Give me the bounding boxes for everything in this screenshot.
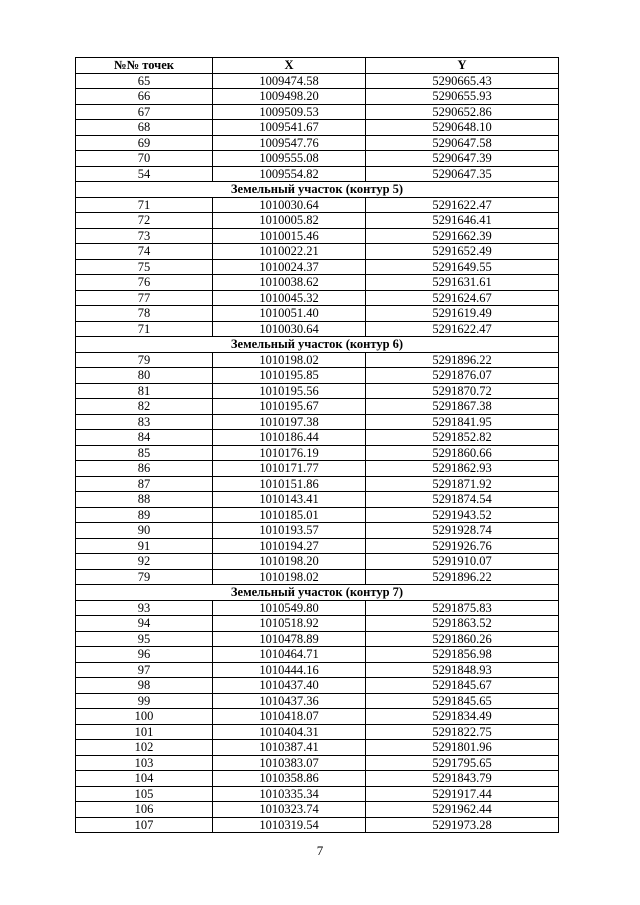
y-coordinate-cell: 5291646.41 xyxy=(366,213,559,229)
table-row xyxy=(76,616,559,632)
x-coordinate-cell: 1010185.01 xyxy=(213,507,366,523)
x-coordinate-cell: 1010335.34 xyxy=(213,786,366,802)
table-row xyxy=(76,461,559,477)
point-number-cell: 104 xyxy=(76,771,213,787)
table-row xyxy=(76,631,559,647)
table-row xyxy=(76,430,559,446)
table-row xyxy=(76,569,559,585)
point-number-cell: 105 xyxy=(76,786,213,802)
table-header xyxy=(76,58,559,74)
x-coordinate-cell: 1010383.07 xyxy=(213,755,366,771)
table-row xyxy=(76,755,559,771)
y-coordinate-cell: 5291622.47 xyxy=(366,321,559,337)
x-coordinate-cell: 1010464.71 xyxy=(213,647,366,663)
table-row xyxy=(76,492,559,508)
table-row xyxy=(76,244,559,260)
table-row xyxy=(76,817,559,833)
x-coordinate-cell: 1010030.64 xyxy=(213,321,366,337)
y-coordinate-cell: 5291973.28 xyxy=(366,817,559,833)
x-coordinate-cell: 1010015.46 xyxy=(213,228,366,244)
y-coordinate-cell: 5291943.52 xyxy=(366,507,559,523)
point-number-cell: 88 xyxy=(76,492,213,508)
point-number-cell: 54 xyxy=(76,166,213,182)
y-coordinate-cell: 5291896.22 xyxy=(366,352,559,368)
y-coordinate-cell: 5290648.10 xyxy=(366,120,559,136)
y-coordinate-cell: 5291871.92 xyxy=(366,476,559,492)
x-coordinate-cell: 1010319.54 xyxy=(213,817,366,833)
table-row xyxy=(76,166,559,182)
point-number-cell: 66 xyxy=(76,89,213,105)
x-coordinate-cell: 1009541.67 xyxy=(213,120,366,136)
x-coordinate-cell: 1010193.57 xyxy=(213,523,366,539)
point-number-cell: 70 xyxy=(76,151,213,167)
table-row xyxy=(76,73,559,89)
point-number-cell: 107 xyxy=(76,817,213,833)
y-coordinate-cell: 5291649.55 xyxy=(366,259,559,275)
x-coordinate-cell: 1010323.74 xyxy=(213,802,366,818)
section-title: Земельный участок (контур 5) xyxy=(76,182,559,198)
table-row xyxy=(76,306,559,322)
point-number-cell: 79 xyxy=(76,569,213,585)
table-row xyxy=(76,538,559,554)
table-row xyxy=(76,802,559,818)
point-number-cell: 78 xyxy=(76,306,213,322)
point-number-cell: 94 xyxy=(76,616,213,632)
table-row xyxy=(76,275,559,291)
point-number-cell: 89 xyxy=(76,507,213,523)
point-number-cell: 65 xyxy=(76,73,213,89)
y-coordinate-cell: 5291928.74 xyxy=(366,523,559,539)
point-number-cell: 81 xyxy=(76,383,213,399)
table-row xyxy=(76,120,559,136)
x-coordinate-cell: 1010387.41 xyxy=(213,740,366,756)
x-coordinate-cell: 1010022.21 xyxy=(213,244,366,260)
table-row xyxy=(76,321,559,337)
x-coordinate-cell: 1010186.44 xyxy=(213,430,366,446)
point-number-cell: 101 xyxy=(76,724,213,740)
x-coordinate-cell: 1010198.02 xyxy=(213,352,366,368)
table-row xyxy=(76,709,559,725)
point-number-cell: 71 xyxy=(76,197,213,213)
point-number-cell: 102 xyxy=(76,740,213,756)
y-coordinate-cell: 5290665.43 xyxy=(366,73,559,89)
y-coordinate-cell: 5291867.38 xyxy=(366,399,559,415)
x-coordinate-cell: 1010051.40 xyxy=(213,306,366,322)
x-coordinate-cell: 1010030.64 xyxy=(213,197,366,213)
point-number-cell: 83 xyxy=(76,414,213,430)
x-coordinate-cell: 1009555.08 xyxy=(213,151,366,167)
table-row xyxy=(76,724,559,740)
x-coordinate-cell: 1010171.77 xyxy=(213,461,366,477)
point-number-cell: 103 xyxy=(76,755,213,771)
x-coordinate-cell: 1010143.41 xyxy=(213,492,366,508)
point-number-cell: 96 xyxy=(76,647,213,663)
point-number-cell: 71 xyxy=(76,321,213,337)
table-row xyxy=(76,771,559,787)
header-y: Y xyxy=(366,58,559,74)
x-coordinate-cell: 1010418.07 xyxy=(213,709,366,725)
y-coordinate-cell: 5290647.35 xyxy=(366,166,559,182)
x-coordinate-cell: 1010404.31 xyxy=(213,724,366,740)
table-row xyxy=(76,383,559,399)
y-coordinate-cell: 5291619.49 xyxy=(366,306,559,322)
table-row xyxy=(76,662,559,678)
y-coordinate-cell: 5291926.76 xyxy=(366,538,559,554)
x-coordinate-cell: 1010437.36 xyxy=(213,693,366,709)
point-number-cell: 85 xyxy=(76,445,213,461)
section-row xyxy=(76,337,559,353)
point-number-cell: 74 xyxy=(76,244,213,260)
coordinates-table xyxy=(75,57,559,833)
x-coordinate-cell: 1009509.53 xyxy=(213,104,366,120)
x-coordinate-cell: 1010444.16 xyxy=(213,662,366,678)
table-row xyxy=(76,600,559,616)
table-row xyxy=(76,554,559,570)
point-number-cell: 69 xyxy=(76,135,213,151)
section-title: Земельный участок (контур 6) xyxy=(76,337,559,353)
table-row xyxy=(76,647,559,663)
point-number-cell: 76 xyxy=(76,275,213,291)
x-coordinate-cell: 1010358.86 xyxy=(213,771,366,787)
y-coordinate-cell: 5291876.07 xyxy=(366,368,559,384)
point-number-cell: 68 xyxy=(76,120,213,136)
x-coordinate-cell: 1010549.80 xyxy=(213,600,366,616)
y-coordinate-cell: 5291856.98 xyxy=(366,647,559,663)
y-coordinate-cell: 5291917.44 xyxy=(366,786,559,802)
y-coordinate-cell: 5291795.65 xyxy=(366,755,559,771)
x-coordinate-cell: 1010024.37 xyxy=(213,259,366,275)
y-coordinate-cell: 5291631.61 xyxy=(366,275,559,291)
point-number-cell: 98 xyxy=(76,678,213,694)
table-row xyxy=(76,104,559,120)
point-number-cell: 91 xyxy=(76,538,213,554)
point-number-cell: 87 xyxy=(76,476,213,492)
y-coordinate-cell: 5290655.93 xyxy=(366,89,559,105)
point-number-cell: 95 xyxy=(76,631,213,647)
y-coordinate-cell: 5291863.52 xyxy=(366,616,559,632)
y-coordinate-cell: 5291834.49 xyxy=(366,709,559,725)
x-coordinate-cell: 1009474.58 xyxy=(213,73,366,89)
x-coordinate-cell: 1010194.27 xyxy=(213,538,366,554)
table-body xyxy=(76,73,559,833)
point-number-cell: 84 xyxy=(76,430,213,446)
y-coordinate-cell: 5291874.54 xyxy=(366,492,559,508)
y-coordinate-cell: 5291848.93 xyxy=(366,662,559,678)
x-coordinate-cell: 1010198.02 xyxy=(213,569,366,585)
point-number-cell: 99 xyxy=(76,693,213,709)
y-coordinate-cell: 5291860.26 xyxy=(366,631,559,647)
y-coordinate-cell: 5291896.22 xyxy=(366,569,559,585)
y-coordinate-cell: 5291875.83 xyxy=(366,600,559,616)
x-coordinate-cell: 1010005.82 xyxy=(213,213,366,229)
point-number-cell: 93 xyxy=(76,600,213,616)
table-row xyxy=(76,151,559,167)
point-number-cell: 86 xyxy=(76,461,213,477)
table-row xyxy=(76,523,559,539)
y-coordinate-cell: 5291910.07 xyxy=(366,554,559,570)
table-row xyxy=(76,693,559,709)
x-coordinate-cell: 1010151.86 xyxy=(213,476,366,492)
y-coordinate-cell: 5291852.82 xyxy=(366,430,559,446)
y-coordinate-cell: 5291843.79 xyxy=(366,771,559,787)
y-coordinate-cell: 5290647.39 xyxy=(366,151,559,167)
header-x: X xyxy=(213,58,366,74)
x-coordinate-cell: 1010437.40 xyxy=(213,678,366,694)
table-row xyxy=(76,740,559,756)
y-coordinate-cell: 5291801.96 xyxy=(366,740,559,756)
header-point-number: №№ точек xyxy=(76,58,213,74)
x-coordinate-cell: 1009498.20 xyxy=(213,89,366,105)
table-row xyxy=(76,197,559,213)
x-coordinate-cell: 1010197.38 xyxy=(213,414,366,430)
y-coordinate-cell: 5291624.67 xyxy=(366,290,559,306)
table-row xyxy=(76,414,559,430)
point-number-cell: 100 xyxy=(76,709,213,725)
header-row xyxy=(76,58,559,74)
table-row xyxy=(76,445,559,461)
x-coordinate-cell: 1009547.76 xyxy=(213,135,366,151)
section-row xyxy=(76,182,559,198)
table-row xyxy=(76,368,559,384)
point-number-cell: 73 xyxy=(76,228,213,244)
y-coordinate-cell: 5291652.49 xyxy=(366,244,559,260)
point-number-cell: 92 xyxy=(76,554,213,570)
x-coordinate-cell: 1010176.19 xyxy=(213,445,366,461)
x-coordinate-cell: 1010198.20 xyxy=(213,554,366,570)
x-coordinate-cell: 1010478.89 xyxy=(213,631,366,647)
point-number-cell: 77 xyxy=(76,290,213,306)
table-row xyxy=(76,678,559,694)
y-coordinate-cell: 5291845.67 xyxy=(366,678,559,694)
point-number-cell: 82 xyxy=(76,399,213,415)
y-coordinate-cell: 5290647.58 xyxy=(366,135,559,151)
point-number-cell: 106 xyxy=(76,802,213,818)
y-coordinate-cell: 5291822.75 xyxy=(366,724,559,740)
point-number-cell: 75 xyxy=(76,259,213,275)
table-row xyxy=(76,786,559,802)
table-row xyxy=(76,352,559,368)
point-number-cell: 79 xyxy=(76,352,213,368)
table-row xyxy=(76,228,559,244)
y-coordinate-cell: 5291862.93 xyxy=(366,461,559,477)
y-coordinate-cell: 5291845.65 xyxy=(366,693,559,709)
x-coordinate-cell: 1009554.82 xyxy=(213,166,366,182)
y-coordinate-cell: 5291860.66 xyxy=(366,445,559,461)
x-coordinate-cell: 1010045.32 xyxy=(213,290,366,306)
table-row xyxy=(76,89,559,105)
x-coordinate-cell: 1010195.85 xyxy=(213,368,366,384)
table-row xyxy=(76,135,559,151)
y-coordinate-cell: 5291841.95 xyxy=(366,414,559,430)
point-number-cell: 80 xyxy=(76,368,213,384)
x-coordinate-cell: 1010038.62 xyxy=(213,275,366,291)
section-row xyxy=(76,585,559,601)
y-coordinate-cell: 5291962.44 xyxy=(366,802,559,818)
table-row xyxy=(76,290,559,306)
section-title: Земельный участок (контур 7) xyxy=(76,585,559,601)
point-number-cell: 97 xyxy=(76,662,213,678)
table-row xyxy=(76,476,559,492)
table-row xyxy=(76,213,559,229)
table-row xyxy=(76,507,559,523)
x-coordinate-cell: 1010195.67 xyxy=(213,399,366,415)
table-row xyxy=(76,259,559,275)
y-coordinate-cell: 5291662.39 xyxy=(366,228,559,244)
x-coordinate-cell: 1010518.92 xyxy=(213,616,366,632)
point-number-cell: 90 xyxy=(76,523,213,539)
y-coordinate-cell: 5291870.72 xyxy=(366,383,559,399)
table-row xyxy=(76,399,559,415)
y-coordinate-cell: 5291622.47 xyxy=(366,197,559,213)
point-number-cell: 72 xyxy=(76,213,213,229)
page-number: 7 xyxy=(316,843,324,858)
x-coordinate-cell: 1010195.56 xyxy=(213,383,366,399)
point-number-cell: 67 xyxy=(76,104,213,120)
y-coordinate-cell: 5290652.86 xyxy=(366,104,559,120)
